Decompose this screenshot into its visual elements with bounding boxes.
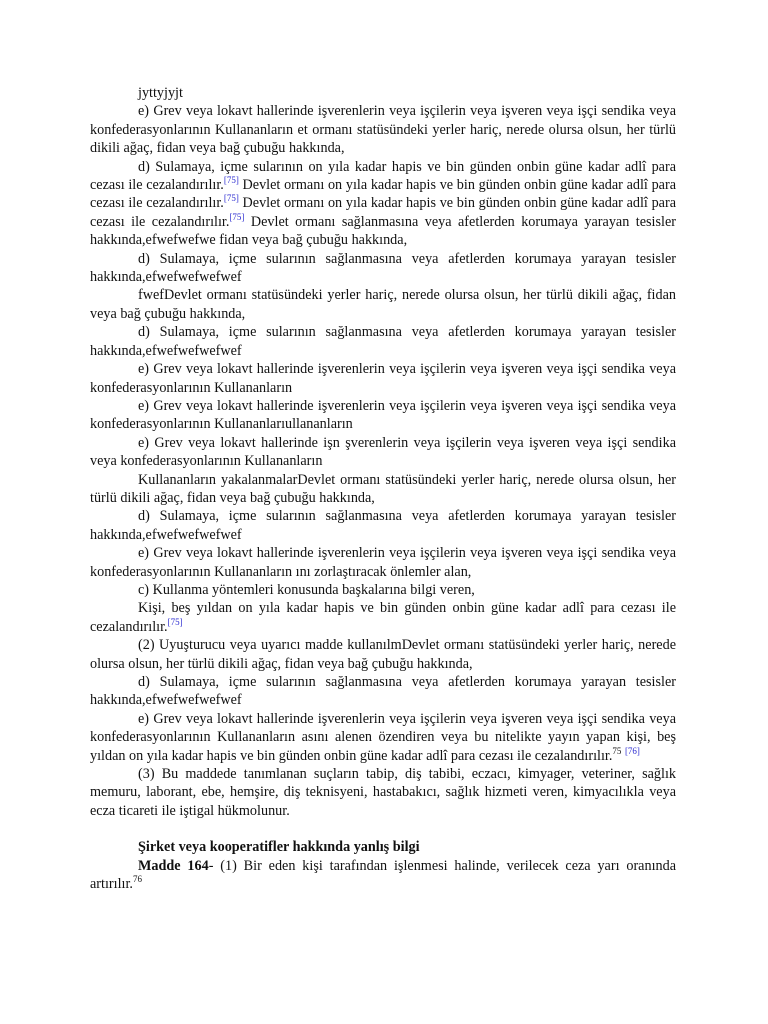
paragraph-text: e) Grev veya lokavt hallerinde işverenlerin veya işçilerin veya işveren veya işçi sendika veya konfederasyonlarının Kullananların ını zorlaştıracak önlemler alan,: [90, 545, 676, 580]
footnote-number: 76: [132, 874, 142, 885]
paragraph-text: (2) Uyuşturucu veya uyarıcı madde kullanılmDevlet ormanı statüsündeki yerler hariç, nerede olursa olsun, her türlü dikili ağaç, fidan veya bağ çubuğu hakkında,: [90, 637, 676, 672]
paragraph-text: Kullananların yakalanmalarDevlet ormanı statüsündeki yerler hariç, nerede olursa olsun, her türlü dikili ağaç, fidan veya bağ çubuğu hakkında,: [90, 471, 676, 506]
paragraph-text: Devlet ormanı sağlanmasına veya afetlerden korumaya yarayan tesisler hakkında,efwefwefwe fidan veya bağ çubuğu hakkında,: [90, 213, 676, 249]
paragraph-text: Kişi, beş yıldan on yıla kadar hapis ve bin günden onbin güne kadar adlî para cezası ile cezalandırılır.: [90, 600, 676, 635]
paragraph: [90, 838, 676, 856]
paragraph-text: d) Sulamaya, içme sularının on yıla kadar hapis ve bin günden onbin güne kadar adlî para cezası ile cezalandırılır.: [90, 158, 676, 194]
footnote-link[interactable]: [75]: [223, 193, 239, 204]
paragraph: [90, 710, 676, 765]
paragraph: [90, 397, 676, 434]
paragraph: [90, 857, 676, 894]
paragraph: [90, 250, 676, 287]
footnote-link[interactable]: [75]: [167, 616, 183, 627]
paragraph: [90, 544, 676, 581]
paragraph-text: (3) Bu maddede tanımlanan suçların tabip, diş tabibi, eczacı, kimyager, veteriner, sağlık memuru, laborant, ebe, hemşire, diş teknisyeni, hastabakıcı, sağlık hizmeti veren, kimyacılıkla veya ecza ticareti ile iştigal hükmolunur.: [90, 766, 676, 819]
paragraph: [90, 286, 676, 323]
section-spacer: [90, 820, 676, 838]
paragraph-text: Devlet ormanı on yıla kadar hapis ve bin günden onbin güne kadar adlî para cezası ile cezalandırılır.: [90, 177, 676, 212]
paragraph: [90, 765, 676, 820]
bold-text: Şirket veya kooperatifler hakkında yanlış bilgi: [138, 839, 420, 856]
paragraph: [90, 84, 676, 102]
footnote-link[interactable]: [75]: [223, 175, 239, 186]
paragraph-text: e) Grev veya lokavt hallerinde işverenlerin veya işçilerin veya işveren veya işçi sendika veya konfederasyonlarının Kullananlarıullananların: [90, 397, 676, 433]
paragraph-text: e) Grev veya lokavt hallerinde işverenlerin veya işçilerin veya işveren veya işçi sendika veya konfederasyonlarının Kullananların asını alenen özendiren veya bu nitelikte yayın yapan kişi, beş yıldan on yıla kadar hapis ve bin günden onbin güne kadar adlî para cezası ile cezalandırılır.: [90, 710, 676, 764]
paragraph: [90, 102, 676, 157]
paragraph-text: e) Grev veya lokavt hallerinde işverenlerin veya işçilerin veya işveren veya işçi sendika veya konfederasyonlarının Kullananların: [90, 361, 676, 396]
paragraph: [90, 323, 676, 360]
footnote-number: 75: [612, 745, 622, 756]
paragraph-text: e) Grev veya lokavt hallerinde işverenlerin veya işçilerin veya işveren veya işçi sendika veya konfederasyonlarının Kullananların et ormanı statüsündeki yerler hariç, nerede olursa olsun, her türlü dikili ağaç, fidan veya bağ çubuğu hakkında,: [90, 103, 676, 157]
paragraph: [90, 158, 676, 250]
paragraph-text: - (1) Bir eden kişi tarafından işlenmesi halinde, verilecek ceza yarı oranında artırılır.: [90, 857, 676, 893]
paragraph: [90, 507, 676, 544]
paragraph-text: e) Grev veya lokavt hallerinde işn şverenlerin veya işçilerin veya işveren veya işçi sendika veya konfederasyonlarının Kullananların: [90, 434, 676, 470]
paragraph: [90, 673, 676, 710]
paragraph: [90, 360, 676, 397]
paragraph: [90, 636, 676, 673]
paragraph-text: d) Sulamaya, içme sularının sağlanmasına veya afetlerden korumaya yarayan tesisler hakkında,efwefwefwefwef: [90, 250, 676, 286]
paragraph-text: d) Sulamaya, içme sularının sağlanmasına veya afetlerden korumaya yarayan tesisler hakkında,efwefwefwefwef: [90, 508, 676, 543]
footnote-link[interactable]: [76]: [624, 745, 640, 756]
document-body: [90, 84, 676, 893]
footnote-link[interactable]: [75]: [229, 211, 245, 222]
paragraph-text: d) Sulamaya, içme sularının sağlanmasına veya afetlerden korumaya yarayan tesisler hakkında,efwefwefwefwef: [90, 324, 676, 359]
paragraph-text: fwefDevlet ormanı statüsündeki yerler hariç, nerede olursa olsun, her türlü dikili ağaç, fidan veya bağ çubuğu hakkında,: [90, 287, 676, 322]
paragraph-text: d) Sulamaya, içme sularının sağlanmasına veya afetlerden korumaya yarayan tesisler hakkında,efwefwefwefwef: [90, 674, 676, 709]
paragraph-text: c) Kullanma yöntemleri konusunda başkalarına bilgi veren,: [138, 581, 475, 598]
paragraph: [90, 471, 676, 508]
paragraph: [90, 599, 676, 636]
paragraph-text: jyttyjyjt: [138, 85, 183, 101]
paragraph: [90, 434, 676, 471]
bold-text: Madde 164: [138, 857, 209, 874]
paragraph-text: Devlet ormanı on yıla kadar hapis ve bin günden onbin güne kadar adlî para cezası ile cezalandırılır.: [90, 195, 676, 230]
paragraph: [90, 581, 676, 599]
